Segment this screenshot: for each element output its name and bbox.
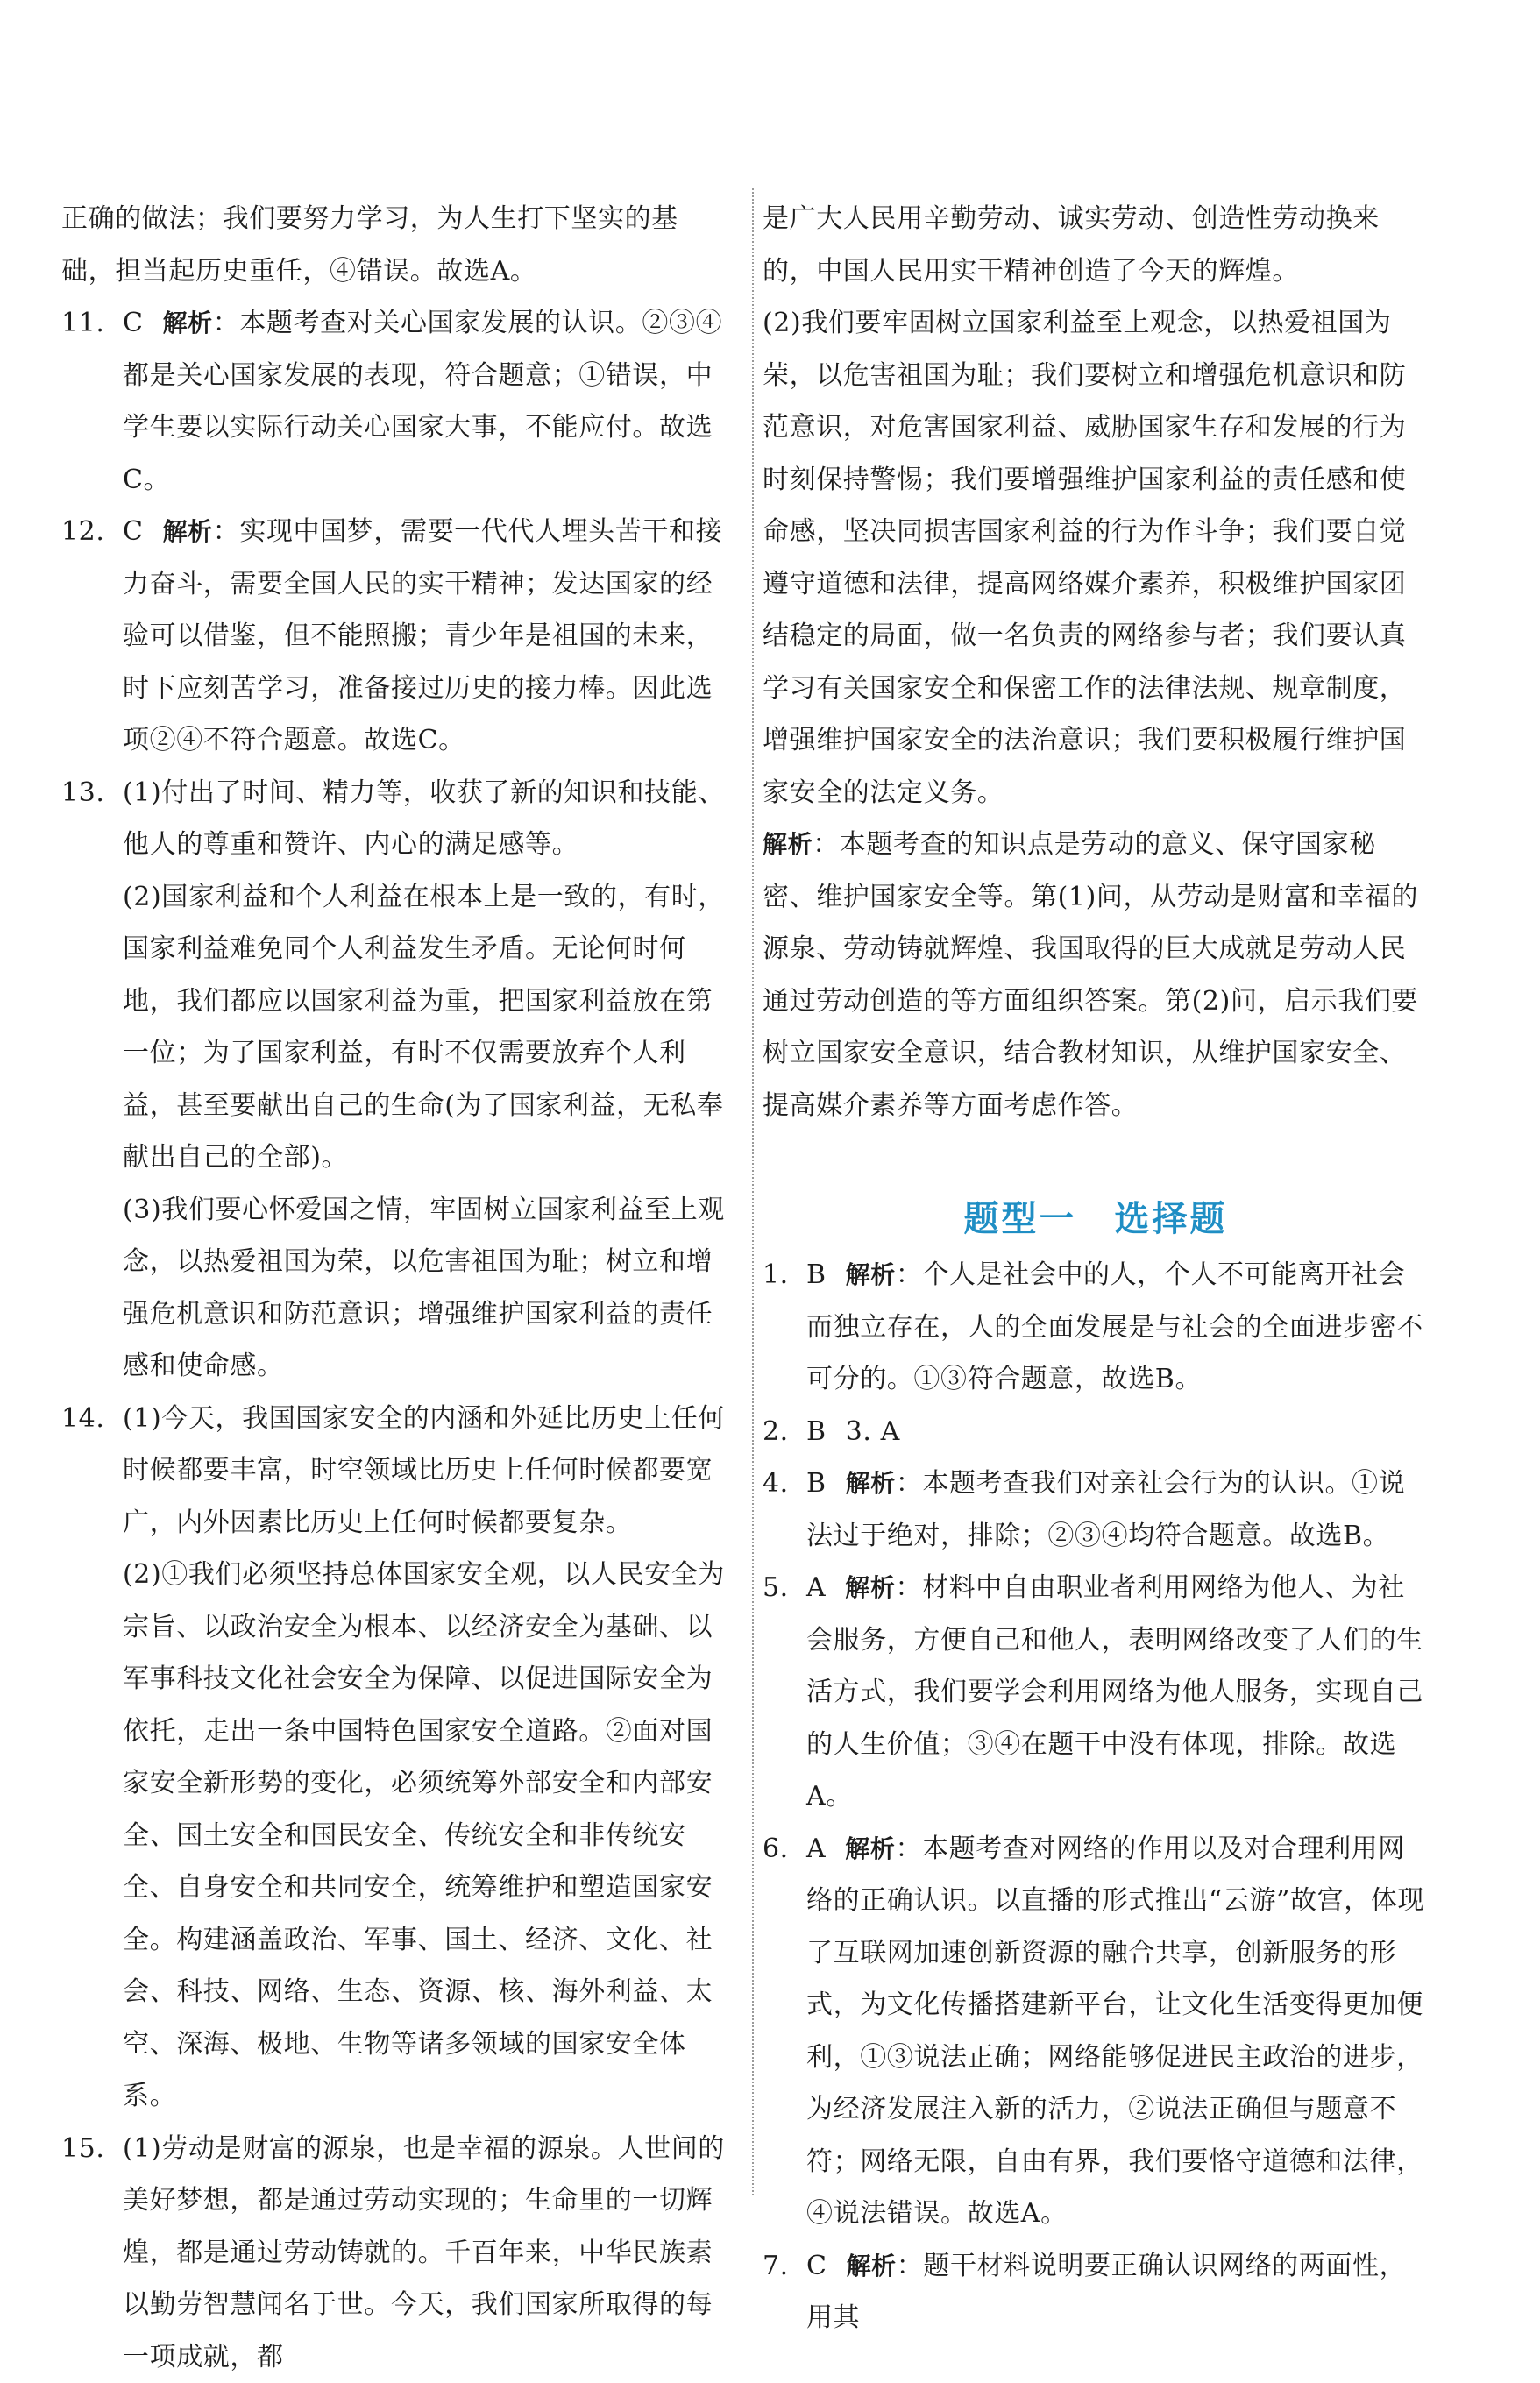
right-column [763, 193, 1429, 2344]
item-number: 2. [763, 1406, 806, 1458]
item-number: 12. [61, 506, 123, 558]
item-number: 1. [763, 1249, 806, 1301]
answer-item-7 [763, 2240, 1429, 2344]
item-text: ：本题考查我们对亲社会行为的认识。①说法过于绝对，排除；②③④均符合题意。故选B。 [806, 1468, 1405, 1551]
item-text: ：实现中国梦，需要一代代人埋头苦干和接力奋斗，需要全国人民的实干精神；发达国家的经验可以借鉴，但不能照搬；青少年是祖国的未来，时下应刻苦学习，准备接过历史的接力棒。因此选项②④不符合题意。故选C。 [123, 516, 722, 755]
item-answer: B [806, 1416, 827, 1447]
answer-item-12 [61, 506, 727, 767]
left-column [61, 193, 727, 2383]
answer-item-14 [61, 1393, 727, 2123]
left-continuation: 正确的做法；我们要努力学习，为人生打下坚实的基础，担当起历史重任，④错误。故选A。 [61, 193, 727, 297]
analysis-text: ：本题考查的知识点是劳动的意义、保守国家秘密、维护国家安全等。第(1)问，从劳动是财富和幸福的源泉、劳动铸就辉煌、我国取得的巨大成就是劳动人民通过劳动创造的等方面组织答案。第(2)问，启示我们要树立国家安全意识，结合教材知识，从维护国家安全、提高媒介素养等方面考虑作答。 [763, 829, 1418, 1121]
analysis-label: 解析 [847, 2252, 897, 2280]
item-number: 14. [61, 1393, 123, 1445]
analysis-label: 解析 [163, 309, 213, 337]
item-number: 7. [763, 2240, 806, 2293]
item-text: ：本题考查对网络的作用以及对合理利用网络的正确认识。以直播的形式推出“云游”故宫，体现了互联网加速创新资源的融合共享，创新服务的形式，为文化传播搭建新平台，让文化生活变得更加便利，①③说法正确；网络能够促进民主政治的进步，为经济发展注入新的活力，②说法正确但与题意不符；网络无限，自由有界，我们要恪守道德和法律，④说法错误。故选A。 [806, 1833, 1424, 2230]
item-answer: B [806, 1468, 827, 1499]
item-number: 15. [61, 2123, 123, 2175]
item-number: 13. [61, 767, 123, 819]
item-part-1: (1)今天，我国国家安全的内涵和外延比历史上任何时候都要丰富，时空领域比历史上任何时候都要宽广，内外因素比历史上任何时候都要复杂。 [123, 1393, 727, 1550]
item-part-1: (1)付出了时间、精力等，收获了新的知识和技能、他人的尊重和赞许、内心的满足感等。 [123, 767, 727, 871]
answer-item-13 [61, 767, 727, 1393]
item-text: ：个人是社会中的人，个人不可能离开社会而独立存在，人的全面发展是与社会的全面进步密不可分的。①③符合题意，故选B。 [806, 1259, 1423, 1394]
q15-part-2: (2)我们要牢固树立国家利益至上观念，以热爱祖国为荣，以危害祖国为耻；我们要树立和增强危机意识和防范意识，对危害国家利益、威胁国家生存和发展的行为时刻保持警惕；我们要增强维护国家利益的责任感和使命感，坚决同损害国家利益的行为作斗争；我们要自觉遵守道德和法律，提高网络媒介素养，积极维护国家团结稳定的局面，做一名负责的网络参与者；我们要认真学习有关国家安全和保密工作的法律法规、规章制度，增强维护国家安全的法治意识；我们要积极履行维护国家安全的法定义务。 [763, 297, 1429, 819]
item-answer: C [123, 308, 144, 338]
answer-item-6 [763, 1823, 1429, 2240]
item-part-1: (1)劳动是财富的源泉，也是幸福的源泉。人世间的美好梦想，都是通过劳动实现的；生命里的一切辉煌，都是通过劳动铸就的。千百年来，中华民族素以勤劳智慧闻名于世。今天，我们国家所取得的每一项成就，都 [123, 2123, 727, 2383]
item-answer: C [123, 516, 144, 547]
item-answer: C [806, 2251, 827, 2281]
right-continuation: 是广大人民用辛勤劳动、诚实劳动、创造性劳动换来的，中国人民用实干精神创造了今天的辉煌。 [763, 193, 1429, 297]
item-number: 5. [763, 1562, 806, 1614]
item-answer: A [806, 1833, 826, 1864]
column-divider [752, 188, 754, 2195]
item-text: ：材料中自由职业者利用网络为他人、为社会服务，方便自己和他人，表明网络改变了人们的生活方式，我们要学会利用网络为他人服务，实现自己的人生价值；③④在题干中没有体现，排除。故选A。 [806, 1572, 1423, 1812]
analysis-label: 解析 [163, 517, 213, 546]
section-title: 题型一 选择题 [763, 1193, 1429, 1245]
item-answer: B [806, 1259, 827, 1290]
answer-item-5 [763, 1562, 1429, 1823]
analysis-label: 解析 [846, 1469, 896, 1498]
item-number: 11. [61, 297, 123, 350]
answer-item-4 [763, 1457, 1429, 1562]
q15-analysis [763, 819, 1429, 1131]
item-number: 6. [763, 1823, 806, 1876]
item-text: ：本题考查对关心国家发展的认识。②③④都是关心国家发展的表现，符合题意；①错误，中学生要以实际行动关心国家大事，不能应付。故选C。 [123, 308, 722, 495]
item-text: 3. A [846, 1416, 900, 1447]
answer-item-2 [763, 1406, 1429, 1458]
item-part-3: (3)我们要心怀爱国之情，牢固树立国家利益至上观念，以热爱祖国为荣，以危害祖国为耻；树立和增强危机意识和防范意识；增强维护国家利益的责任感和使命感。 [123, 1184, 727, 1393]
analysis-label: 解析 [845, 1834, 895, 1863]
answer-item-11 [61, 297, 727, 506]
analysis-label: 解析 [763, 830, 813, 859]
answer-item-1 [763, 1249, 1429, 1406]
answer-item-15 [61, 2123, 727, 2383]
item-part-2: (2)国家利益和个人利益在根本上是一致的，有时，国家利益难免同个人利益发生矛盾。无论何时何地，我们都应以国家利益为重，把国家利益放在第一位；为了国家利益，有时不仅需要放弃个人利益，甚至要献出自己的生命(为了国家利益，无私奉献出自己的全部)。 [123, 871, 727, 1184]
item-text: ：题干材料说明要正确认识网络的两面性，用其 [806, 2251, 1406, 2334]
item-answer: A [806, 1572, 826, 1603]
analysis-label: 解析 [845, 1573, 895, 1602]
analysis-label: 解析 [846, 1260, 896, 1289]
item-number: 4. [763, 1457, 806, 1510]
item-part-2: (2)①我们必须坚持总体国家安全观，以人民安全为宗旨、以政治安全为根本、以经济安全为基础、以军事科技文化社会安全为保障、以促进国际安全为依托，走出一条中国特色国家安全道路。②面对国家安全新形势的变化，必须统筹外部安全和内部安全、国土安全和国民安全、传统安全和非传统安全、自身安全和共同安全，统筹维护和塑造国家安全。构建涵盖政治、军事、国土、经济、文化、社会、科技、网络、生态、资源、核、海外利益、太空、深海、极地、生物等诸多领域的国家安全体系。 [123, 1549, 727, 2123]
